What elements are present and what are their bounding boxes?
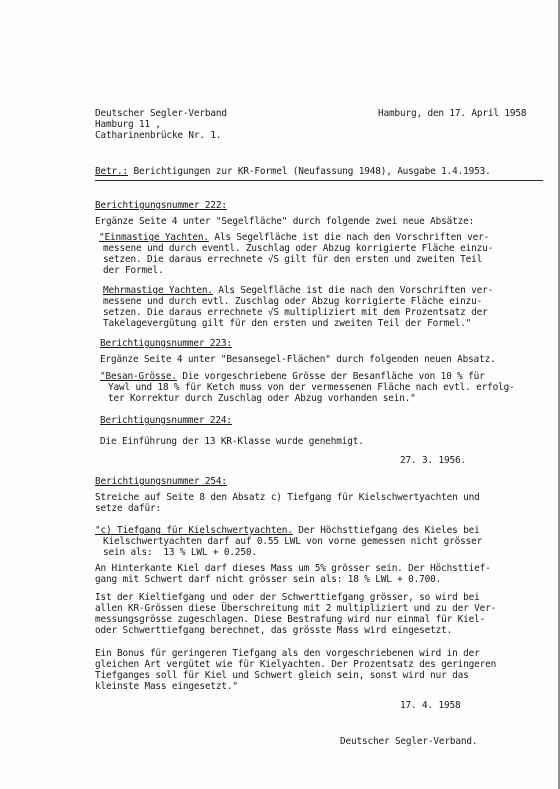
- date-224: 27. 3. 1956.: [400, 455, 466, 466]
- s254-p4-line-4: kleinste Mass eingesetzt.": [95, 681, 238, 692]
- s254-p3-line-2: allen KR-Grössen diese Überschreitung mit 2 multipliziert und zu der Ver-: [95, 603, 497, 614]
- s222-p1-line-4: der Formel.: [103, 265, 164, 276]
- heading-254: Berichtigungsnummer 254:: [95, 476, 227, 487]
- s254-p1-line-2: Kielschwertyachten darf auf 0.55 LWL von vorne gemessen nicht grösser: [103, 536, 483, 547]
- heading-224: Berichtigungsnummer 224:: [100, 415, 232, 426]
- s223-line-3: ter Korrektur durch Zuschlag oder Abzug vorhanden sein.": [108, 393, 416, 404]
- s254-intro-2: setze dafür:: [95, 503, 161, 514]
- s254-p1-line-1: "c) Tiefgang für Kielschwertyachten. Der Höchsttiefgang des Kieles bei: [95, 525, 480, 536]
- sender-line-3: Catharinenbrücke Nr. 1.: [95, 130, 222, 141]
- heading-222: Berichtigungsnummer 222:: [95, 200, 227, 211]
- s222-p1-title: "Einmastige Yachten.: [99, 232, 209, 243]
- date-254: 17. 4. 1958: [400, 700, 461, 711]
- s222-p2-line-2: messene und durch evtl. Zuschlag oder Abzug korrigierte Fläche einzu-: [103, 296, 483, 307]
- sender-line-1: Deutscher Segler-Verband: [95, 108, 227, 119]
- s222-p1-line-3: setzen. Die daraus errechnete √S gilt für den ersten und zweiten Teil: [103, 254, 483, 265]
- s222-p2-line-3: setzen. Die daraus errechnete √S multipliziert mit dem Prozentsatz der: [103, 307, 488, 318]
- s222-p1-line-2: messene und durch eventl. Zuschlag oder Abzug korrigierte Fläche einzu-: [103, 243, 494, 254]
- s223-line-2: Yawl und 18 % für Ketch muss von der vermessenen Fläche nach evtl. erfolg-: [108, 382, 515, 393]
- signature: Deutscher Segler-Verband.: [340, 736, 478, 747]
- s254-intro-1: Streiche auf Seite 8 den Absatz c) Tiefgang für Kielschwertyachten und: [95, 492, 480, 503]
- s254-p1-line-3: sein als: 13 % LWL + 0.250.: [103, 547, 257, 558]
- s254-p4-line-3: Tiefganges soll für Kiel und Schwert gleich sein, sonst wird nur das: [95, 670, 469, 681]
- s222-p2-line-1: Mehrmastige Yachten. Als Segelfläche ist die nach den Vorschriften ver-: [103, 285, 494, 296]
- s223-title: "Besan-Grösse.: [100, 371, 177, 382]
- subject-text: Berichtigungen zur KR-Formel (Neufassung 1948), Ausgabe 1.4.1953.: [133, 166, 491, 177]
- heading-223: Berichtigungsnummer 223:: [100, 338, 232, 349]
- s222-p2-title: Mehrmastige Yachten.: [103, 285, 213, 296]
- s222-p1-line-1: "Einmastige Yachten. Als Segelfläche ist die nach den Vorschriften ver-: [99, 232, 490, 243]
- s254-p2-line-2: gang mit Schwert darf nicht grösser sein als: 18 % LWL + 0.700.: [95, 574, 442, 585]
- text-224: Die Einführung der 13 KR-Klasse wurde genehmigt.: [100, 436, 364, 447]
- s222-p2-line-4: Takelagevergütung gilt für den ersten und zweiten Teil der Formel.": [103, 318, 472, 329]
- s254-p4-line-1: Ein Bonus für geringeren Tiefgang als den vorgeschriebenen wird in der: [95, 648, 480, 659]
- s223-line-1: "Besan-Grösse. Die vorgeschriebene Grösse der Besanfläche von 10 % für: [100, 371, 485, 382]
- s254-p3-line-3: messungsgrösse zugeschlagen. Diese Bestrafung wird nur einmal für Kiel-: [95, 614, 486, 625]
- intro-223: Ergänze Seite 4 unter "Besansegel-Flächen" durch folgenden neuen Absatz.: [100, 354, 496, 365]
- subject-line: [95, 166, 491, 177]
- s254-p1-title: "c) Tiefgang für Kielschwertyachten.: [95, 525, 293, 536]
- place-date: Hamburg, den 17. April 1958: [378, 108, 527, 119]
- subject-label: Betr.:: [95, 166, 128, 177]
- sender-line-2: Hamburg 11 ,: [95, 119, 161, 130]
- s254-p3-line-4: oder Schwerttiefgang berechnet, das grösste Mass wird eingesetzt.: [95, 625, 453, 636]
- s254-p4-line-2: gleichen Art vergütet wie für Kielyachten. Der Prozentsatz des geringeren: [95, 659, 497, 670]
- subject-rule: [95, 180, 543, 181]
- intro-222: Ergänze Seite 4 unter "Segelfläche" durch folgende zwei neue Absätze:: [95, 216, 475, 227]
- s254-p3-line-1: Ist der Kieltiefgang und oder der Schwerttiefgang grösser, so wird bei: [95, 592, 480, 603]
- s254-p2-line-1: An Hinterkante Kiel darf dieses Mass um 5% grösser sein. Der Höchsttief-: [95, 563, 491, 574]
